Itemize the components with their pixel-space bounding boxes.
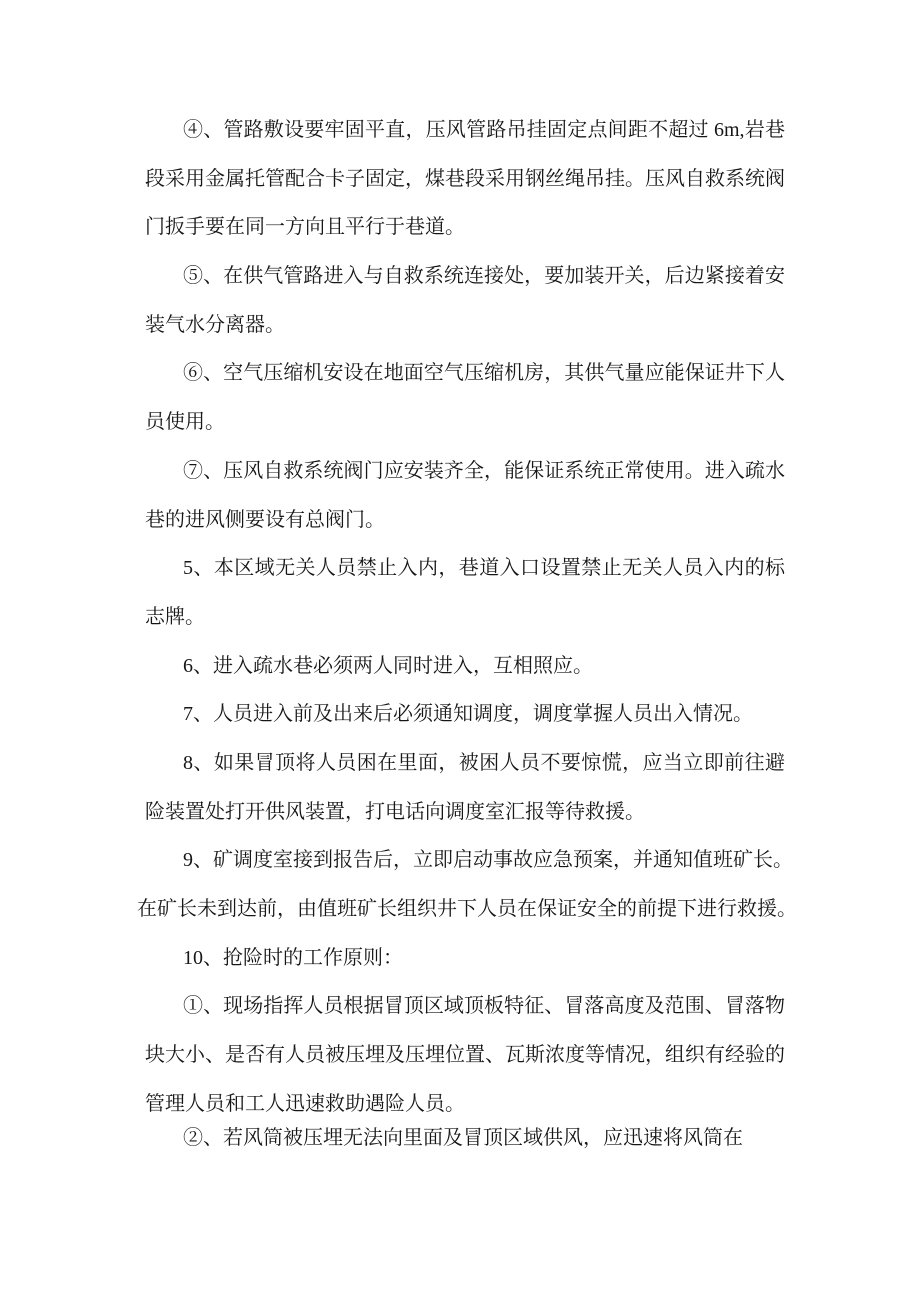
text-line: 块大小、是否有人员被压埋及压埋位置、瓦斯浓度等情况，组织有经验的 [145, 1044, 785, 1067]
paragraph-item-6 [145, 349, 785, 446]
paragraph-item-2 [145, 1114, 785, 1163]
paragraph-section-6 [145, 642, 785, 691]
text-line: 员使用。 [145, 411, 225, 434]
text-line: 志牌。 [145, 605, 205, 628]
text-line: 7、人员进入前及出来后必须通知调度，调度掌握人员出入情况。 [183, 703, 753, 726]
document-body [137, 106, 797, 1163]
text-line: 险装置处打开供风装置，打电话向调度室汇报等待救援。 [145, 800, 645, 823]
text-line: 在矿长未到达前，由值班矿长组织井下人员在保证安全的前提下进行救援。 [137, 898, 797, 920]
paragraph-item-4 [145, 106, 785, 252]
section-heading-10 [145, 934, 785, 983]
text-line: 装气水分离器。 [145, 313, 285, 336]
paragraph-section-9 [137, 836, 797, 933]
text-line: ⑥、空气压缩机安设在地面空气压缩机房，其供气量应能保证井下人 [183, 362, 785, 385]
text-line: 9、矿调度室接到报告后，立即启动事故应急预案，并通知值班矿长。 [183, 849, 793, 872]
text-line: 门扳手要在同一方向且平行于巷道。 [145, 216, 465, 239]
paragraph-item-5 [145, 252, 785, 349]
paragraph-section-7 [145, 690, 785, 739]
text-line: 8、如果冒顶将人员困在里面，被困人员不要惊慌，应当立即前往避 [183, 751, 785, 774]
text-line: 巷的进风侧要设有总阀门。 [145, 508, 385, 531]
text-line: 段采用金属托管配合卡子固定，煤巷段采用钢丝绳吊挂。压风自救系统阀 [145, 167, 785, 190]
text-line: 管理人员和工人迅速救助遇险人员。 [145, 1092, 465, 1115]
text-line: 5、本区域无关人员禁止入内，巷道入口设置禁止无关人员入内的标 [183, 557, 785, 580]
text-line: ④、管路敷设要牢固平直，压风管路吊挂固定点间距不超过 6m,岩巷 [183, 119, 785, 141]
text-line: ①、现场指挥人员根据冒顶区域顶板特征、冒落高度及范围、冒落物 [183, 995, 785, 1018]
text-line: ⑦、压风自救系统阀门应安装齐全，能保证系统正常使用。进入疏水 [183, 459, 785, 482]
paragraph-item-7 [145, 447, 785, 544]
paragraph-item-1 [145, 982, 785, 1128]
paragraph-section-8 [145, 739, 785, 836]
text-line: ②、若风筒被压埋无法向里面及冒顶区域供风，应迅速将风筒在 [183, 1127, 743, 1150]
text-line: 10、抢险时的工作原则： [183, 946, 403, 969]
text-line: 6、进入疏水巷必须两人同时进入，互相照应。 [183, 654, 593, 677]
text-line: ⑤、在供气管路进入与自救系统连接处，要加装开关，后边紧接着安 [183, 265, 785, 288]
paragraph-section-5 [145, 544, 785, 641]
